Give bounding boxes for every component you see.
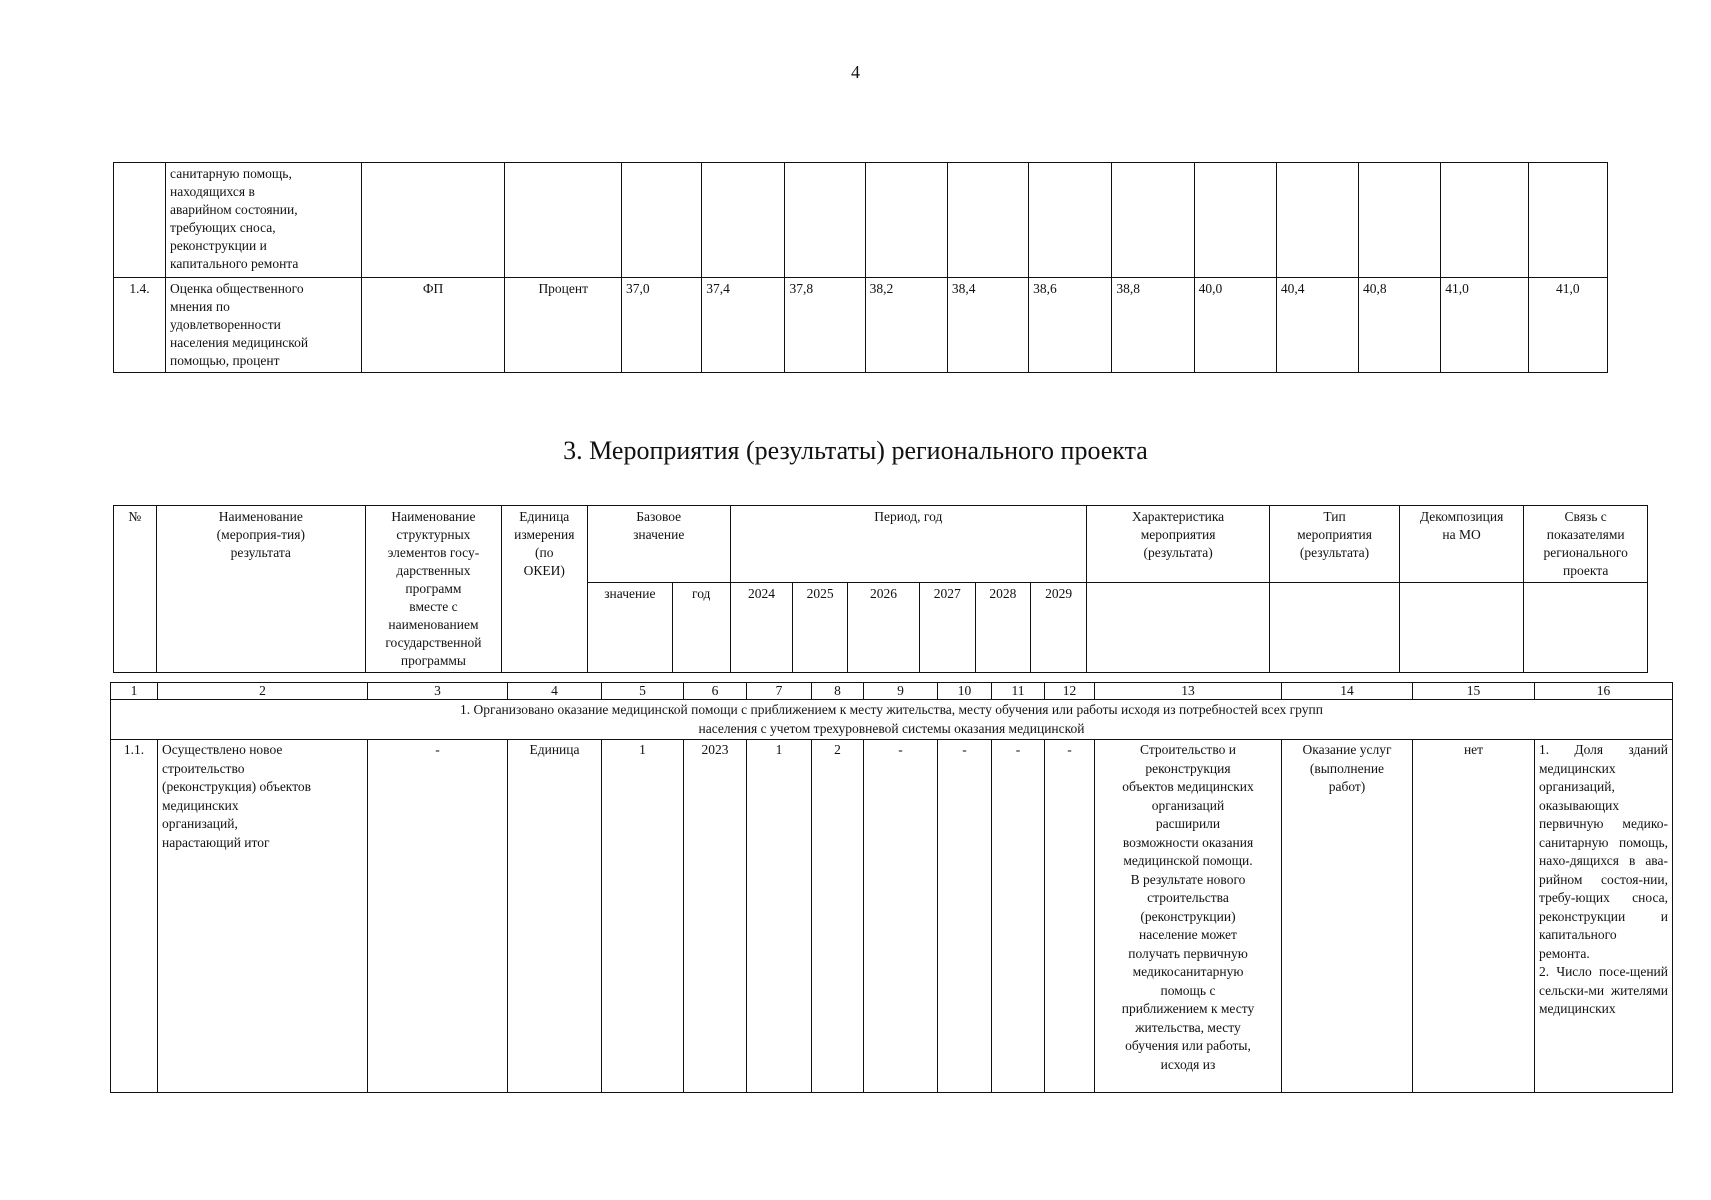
event-year-value: 1 [747,740,812,1093]
header-empty [1086,583,1269,673]
indicator-value: 37,0 [622,278,702,373]
column-number: 3 [368,683,508,700]
event-year-value: - [938,740,992,1093]
indicator-unit: Процент [505,278,622,373]
header-year: 2027 [919,583,975,673]
column-number: 2 [158,683,368,700]
column-number: 4 [508,683,602,700]
group-title: 1. Организовано оказание медицинской помощи с приближением к месту жительства, месту обучения или работы исходя из потребностей всех групп населения с учетом трехуровневой системы оказания медицинской [111,700,1673,740]
header-empty [1524,583,1648,673]
indicator-name: Оценка общественного мнения по удовлетворенности населения медицинской помощью, процент [166,278,362,373]
header-unit: Единица измерения (по ОКЕИ) [501,506,587,673]
indicator-level: ФП [361,278,505,373]
event-year-value: 2 [812,740,864,1093]
header-year: 2028 [975,583,1031,673]
indicator-value [1029,163,1112,278]
event-type: Оказание услуг (выполнение работ) [1282,740,1413,1093]
indicator-value: 41,0 [1441,278,1528,373]
header-base-year: год [672,583,730,673]
header-period: Период, год [730,506,1086,583]
column-number: 15 [1413,683,1535,700]
header-decomposition: Декомпозиция на МО [1399,506,1524,583]
event-base-value: 1 [602,740,684,1093]
header-characteristic: Характеристика мероприятия (результата) [1086,506,1269,583]
indicator-level [361,163,505,278]
header-year: 2026 [848,583,920,673]
event-characteristic: Строительство и реконструкция объектов медицинских организаций расширили возможности оказания медицинской помощи. В результате нового строительства (реконструкции) население может получать первичную медикосанитарную помощь с приближением к месту жительства, месту обучения или работы, исходя из [1095,740,1282,1093]
indicator-value: 41,0 [1528,278,1607,373]
column-number: 16 [1535,683,1673,700]
indicator-name: санитарную помощь, находящихся в аварийном состоянии, требующих сноса, реконструкции и капитального ремонта [166,163,362,278]
column-number: 13 [1095,683,1282,700]
header-empty [1399,583,1524,673]
table-row [114,278,1608,373]
indicator-value: 37,4 [702,278,785,373]
header-name: Наименование (мероприя-тия) результата [156,506,366,673]
header-base: Базовое значение [587,506,730,583]
column-number: 8 [812,683,864,700]
event-num: 1.1. [111,740,158,1093]
event-structural: - [368,740,508,1093]
header-num: № [114,506,157,673]
header-type: Тип мероприятия (результата) [1270,506,1400,583]
column-number: 14 [1282,683,1413,700]
event-base-year: 2023 [684,740,747,1093]
table-row [111,740,1673,1093]
indicator-value [865,163,947,278]
event-year-value: - [1045,740,1095,1093]
event-name: Осуществлено новое строительство (реконструкция) объектов медицинских организаций, нарастающий итог [158,740,368,1093]
header-row [114,506,1648,583]
indicator-value [947,163,1028,278]
indicator-num: 1.4. [114,278,166,373]
indicator-value [785,163,865,278]
event-decomposition: нет [1413,740,1535,1093]
header-year: 2029 [1031,583,1087,673]
page-number: 4 [851,62,860,82]
header-year: 2025 [793,583,848,673]
column-number: 12 [1045,683,1095,700]
event-year-value: - [992,740,1045,1093]
section-title: 3. Мероприятия (результаты) регионального проекта [563,436,1148,465]
column-number: 7 [747,683,812,700]
events-table [110,682,1673,1093]
event-year-value: - [864,740,938,1093]
indicators-table [113,162,1608,373]
indicator-num [114,163,166,278]
column-number: 11 [992,683,1045,700]
indicator-value: 40,4 [1276,278,1358,373]
header-year: 2024 [730,583,793,673]
indicator-value: 38,2 [865,278,947,373]
column-number: 10 [938,683,992,700]
column-number: 5 [602,683,684,700]
indicator-value: 38,4 [947,278,1028,373]
indicator-value [1359,163,1441,278]
table-row [114,163,1608,278]
indicator-value: 37,8 [785,278,865,373]
indicator-unit [505,163,622,278]
group-row [111,700,1673,740]
indicator-value: 40,0 [1194,278,1276,373]
indicator-value: 40,8 [1359,278,1441,373]
indicator-value [622,163,702,278]
column-number: 6 [684,683,747,700]
indicator-value [1441,163,1528,278]
header-base-value: значение [587,583,672,673]
header-structural: Наименование структурных элементов госу- дарственных программ вместе с наименованием государственной программы [366,506,502,673]
event-link: 1. Доля зданий медицинских организаций, оказывающих первичную медико-санитарную помощь, нахо-дящихся в ава-рийном состоя-нии, требу-ющих сноса, реконструкции и капитального ремонта. 2. Число посе-щений сельски-ми жителями медицинских [1535,740,1673,1093]
indicator-value [1528,163,1607,278]
event-unit: Единица [508,740,602,1093]
indicator-value [1112,163,1194,278]
indicator-value: 38,8 [1112,278,1194,373]
column-number: 1 [111,683,158,700]
indicator-value: 38,6 [1029,278,1112,373]
column-number: 9 [864,683,938,700]
events-header-table [113,505,1648,673]
column-numbers-row [111,683,1673,700]
header-link: Связь с показателями регионального проекта [1524,506,1648,583]
indicator-value [1194,163,1276,278]
indicator-value [702,163,785,278]
indicator-value [1276,163,1358,278]
header-empty [1270,583,1400,673]
